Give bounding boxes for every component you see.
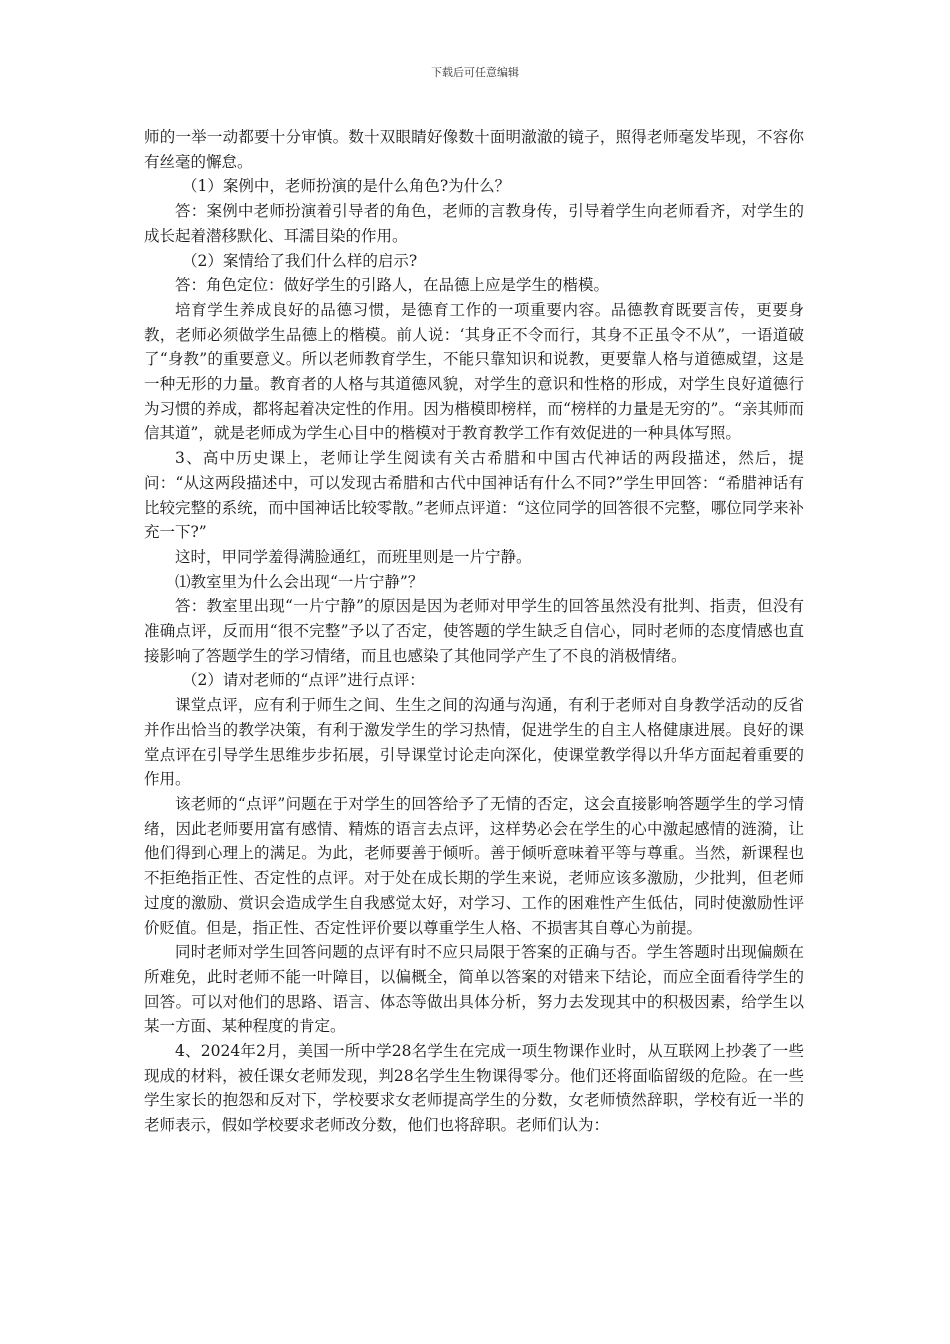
paragraph: 同时老师对学生回答问题的点评有时不应只局限于答案的正确与否。学生答题时出现偏颇在所难免，此时老师不能一叶障目，以偏概全，简单以答案的对错来下结论，而应全面看待学生的回答。可以对他们的思路、语言、体态等做出具体分析，努力去发现其中的积极因素，给学生以某一方面、某种程度的肯定。 [144, 943, 804, 1036]
paragraph: 该老师的“点评”问题在于对学生的回答给予了无情的否定，这会直接影响答题学生的学习情绪，因此老师要用富有感情、精炼的语言去点评，这样势必会在学生的心中激起感情的涟漪，让他们得到心理上的满足。为此，老师要善于倾听。善于倾听意味着平等与尊重。当然，新课程也不拒绝指正性、否定性的点评。对于处在成长期的学生来说，老师应该多激励，少批判，但老师过度的激励、赏识会造成学生自我感觉太好，对学习、工作的困难性产生低估，同时使激励性评价贬值。但是，指正性、否定性评价要以尊重学生人格、不损害其自尊心为前提。 [144, 794, 804, 937]
paragraph: （2）请对老师的“点评”进行点评： [182, 671, 425, 690]
paragraph: 答：案例中老师扮演着引导者的角色，老师的言教身传，引导着学生向老师看齐，对学生的成长起着潜移默化、耳濡目染的作用。 [144, 202, 804, 245]
paragraph: 课堂点评，应有利于师生之间、生生之间的沟通与沟通，有利于老师对自身教学活动的反省并作出恰当的教学决策，有利于激发学生的学习热情，促进学生的自主人格健康进展。良好的课堂点评在引导学生思维步步拓展，引导课堂讨论走向深化，使课堂教学得以升华方面起着重要的作用。 [144, 696, 804, 789]
paragraph: 师的一举一动都要十分审慎。数十双眼睛好像数十面明澈澈的镜子，照得老师毫发毕现，不容你有丝毫的懈怠。 [144, 128, 804, 171]
paragraph: （1）案例中，老师扮演的是什么角色?为什么？ [182, 177, 511, 196]
paragraph: 培育学生养成良好的品德习惯，是德育工作的一项重要内容。品德教育既要言传，更要身教，老师必须做学生品德上的楷模。前人说：‘其身正不令而行，其身不正虽令不从”，一语道破了“身教”的重要意义。所以老师教育学生，不能只靠知识和说教，更要靠人格与道德威望，这是一种无形的力量。教育者的人格与其道德风貌，对学生的意识和性格的形成，对学生良好道德行为习惯的养成，都将起着决定性的作用。因为楷模即榜样，而“榜样的力量是无穷的”。“亲其师而信其道”，就是老师成为学生心目中的楷模对于教育教学工作有效促进的一种具体写照。 [144, 300, 804, 443]
page-header: 下载后可任意编辑 [431, 66, 519, 79]
paragraph: 4、2024年2月，美国一所中学28名学生在完成一项生物课作业时，从互联网上抄袭了一些现成的材料，被任课女老师发现，判28名学生生物课得零分。他们还将面临留级的危险。在一些学生家长的抱怨和反对下，学校要求女老师提高学生的分数，女老师愤然辞职，学校有近一半的老师表示，假如学校要求老师改分数，他们也将辞职。老师们认为： [144, 1042, 804, 1135]
paragraph: （2）案情给了我们什么样的启示? [182, 251, 418, 270]
paragraph: 3、高中历史课上，老师让学生阅读有关古希腊和中国古代神话的两段描述，然后，提问：“从这两段描述中，可以发现古希腊和古代中国神话有什么不同?”学生甲回答：“希腊神话有比较完整的系统，而中国神话比较零散。”老师点评道：“这位同学的回答很不完整，哪位同学来补充一下?” [144, 449, 804, 542]
document-body [144, 125, 804, 1138]
paragraph: 答：角色定位：做好学生的引路人，在品德上应是学生的楷模。 [175, 276, 610, 295]
paragraph: ⑴教室里为什么会出现“一片宁静”？ [175, 572, 424, 591]
paragraph: 这时，甲同学羞得满脸通红，而班里则是一片宁静。 [175, 547, 532, 566]
paragraph: 答：教室里出现“一片宁静”的原因是因为老师对甲学生的回答虽然没有批判、指责，但没有准确点评，反而用“很不完整”予以了否定，使答题的学生缺乏自信心，同时老师的态度情感也直接影响了答题学生的学习情绪，而且也感染了其他同学产生了不良的消极情绪。 [144, 597, 804, 665]
